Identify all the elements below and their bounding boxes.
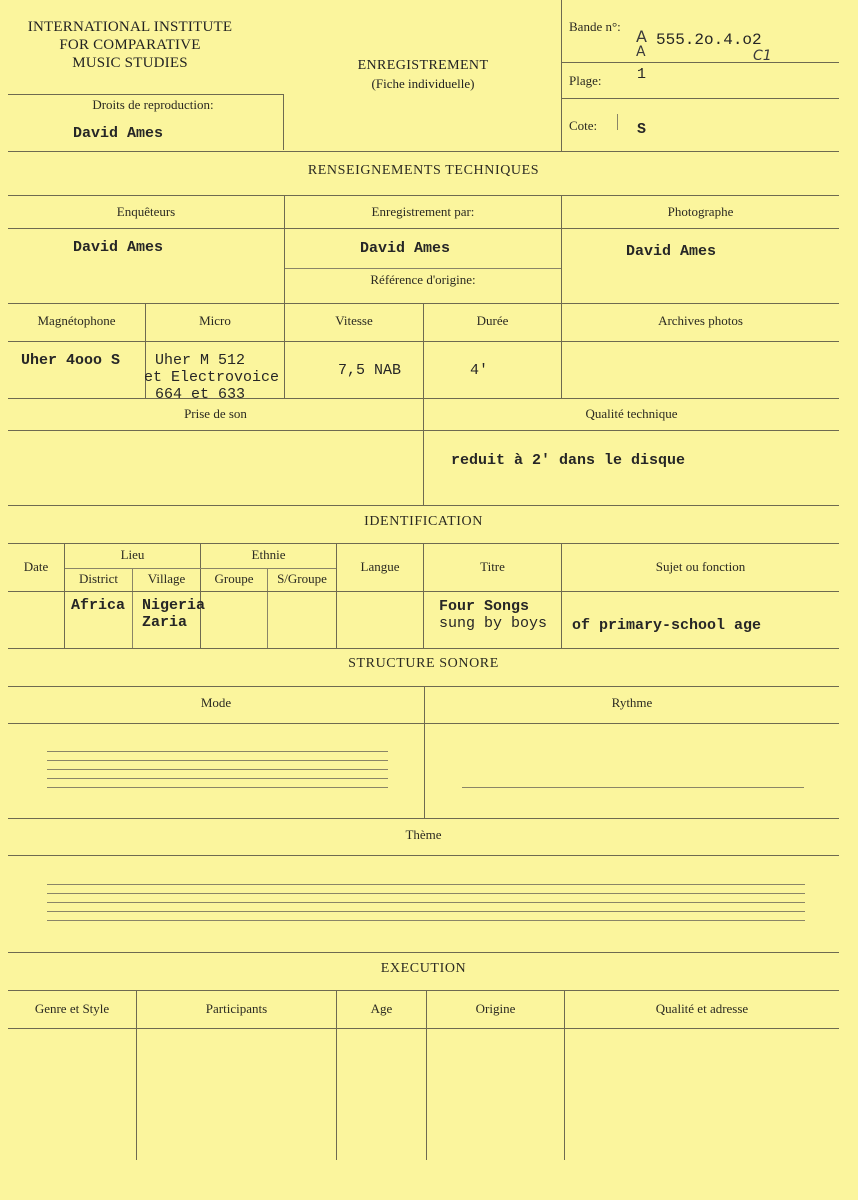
duree-value: 4'	[470, 362, 489, 379]
district-value: Africa	[71, 597, 126, 614]
vitesse-label: Vitesse	[335, 313, 373, 328]
institute-line-1: INTERNATIONAL INSTITUTE	[27, 19, 233, 35]
section-structure: STRUCTURE SONORE	[348, 656, 499, 671]
reference-label: Référence d'origine:	[370, 272, 476, 287]
section-execution: EXECUTION	[380, 961, 467, 976]
titre-value	[439, 598, 547, 632]
date-label: Date	[23, 559, 49, 574]
bande-label: Bande n°:	[569, 19, 621, 34]
bande-prefix-below: A	[636, 44, 646, 60]
titre-label: Titre	[480, 559, 505, 574]
bande-prefix: A	[636, 27, 647, 46]
origine-label: Origine	[475, 1001, 516, 1016]
cote-value: S	[637, 121, 647, 138]
qualite-label: Qualité technique	[585, 406, 678, 421]
titre-line-2: sung by boys	[439, 615, 548, 632]
sujet-value: of primary-school age	[572, 617, 762, 634]
section-technical: RENSEIGNEMENTS TECHNIQUES	[307, 163, 540, 178]
enqueteurs-label: Enquêteurs	[116, 204, 176, 219]
micro-label: Micro	[199, 313, 231, 328]
qualite-value: reduit à 2' dans le disque	[451, 452, 686, 469]
village-value	[142, 597, 205, 631]
ethnie-label: Ethnie	[251, 547, 286, 562]
participants-label: Participants	[205, 1001, 268, 1016]
duree-label: Durée	[476, 313, 509, 328]
institute-line-2: FOR COMPARATIVE	[59, 37, 201, 53]
rythme-label: Rythme	[611, 695, 653, 710]
district-label: District	[79, 571, 118, 586]
titre-line-1: Four Songs	[439, 598, 530, 615]
theme-label: Thème	[405, 827, 442, 842]
droits-value: David Ames	[73, 125, 164, 142]
micro-value	[144, 352, 279, 403]
rythme-line	[462, 787, 804, 788]
qualite-adresse-label: Qualité et adresse	[655, 1001, 749, 1016]
photographe-label: Photographe	[667, 204, 734, 219]
institute-line-3: MUSIC STUDIES	[72, 55, 188, 71]
groupe-label: Groupe	[214, 571, 254, 586]
enqueteurs-value: David Ames	[73, 239, 164, 256]
age-label: Age	[370, 1001, 393, 1016]
plage-label: Plage:	[569, 73, 602, 88]
bande-value: 555.2o.4.o2	[656, 31, 762, 49]
section-identification: IDENTIFICATION	[364, 514, 483, 529]
archives-label: Archives photos	[658, 313, 743, 328]
vitesse-value: 7,5 NAB	[338, 362, 402, 379]
magnetophone-value: Uher 4ooo S	[21, 352, 121, 369]
institute-name	[6, 18, 254, 72]
lieu-label: Lieu	[120, 547, 145, 562]
magnetophone-label: Magnétophone	[37, 313, 116, 328]
sgroupe-label: S/Groupe	[277, 571, 327, 586]
village-line-2: Zaria	[142, 614, 188, 631]
photographe-value: David Ames	[626, 243, 717, 260]
bande-suffix: C1	[753, 48, 772, 64]
langue-label: Langue	[360, 559, 400, 574]
village-label: Village	[147, 571, 186, 586]
micro-line-3: 664 et 633	[155, 386, 246, 403]
village-line-1: Nigeria	[142, 597, 206, 614]
micro-line-1: Uher M 512	[155, 352, 246, 369]
genre-label: Genre et Style	[34, 1001, 110, 1016]
plage-value: 1	[637, 66, 647, 83]
form-subtitle: (Fiche individuelle)	[371, 76, 475, 91]
form-title: ENREGISTREMENT	[357, 58, 489, 73]
enregistrement-label: Enregistrement par:	[371, 204, 475, 219]
enregistrement-value: David Ames	[360, 240, 451, 257]
mode-label: Mode	[200, 695, 232, 710]
micro-line-2: et Electrovoice	[144, 369, 280, 386]
droits-label: Droits de reproduction:	[92, 97, 214, 112]
sujet-label: Sujet ou fonction	[655, 559, 746, 574]
prise-label: Prise de son	[184, 406, 247, 421]
cote-label: Cote:	[569, 118, 598, 133]
